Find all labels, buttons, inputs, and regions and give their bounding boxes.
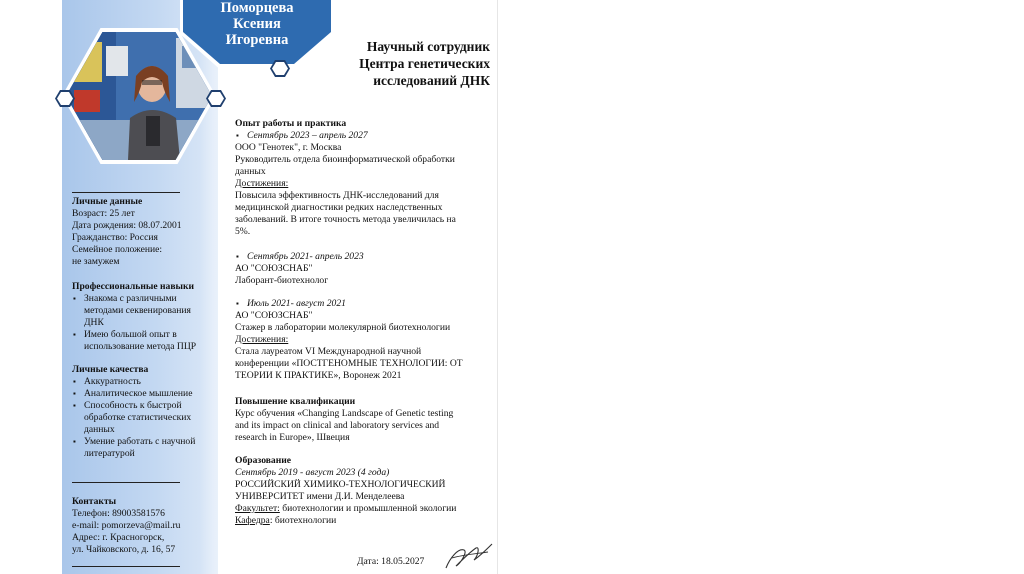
achievement-text: Повысила эффективность ДНК-исследований для xyxy=(235,190,439,201)
achievement-text: медицинской диагностики редких наследственных xyxy=(235,202,443,213)
department-value: : биотехнологии xyxy=(269,515,337,526)
achievement-text: конференции «ПОСТГЕНОМНЫЕ ТЕХНОЛОГИИ: ОТ xyxy=(235,358,463,369)
age: Возраст: 25 лет xyxy=(72,208,135,219)
job-role: данных xyxy=(235,166,266,177)
address-street: ул. Чайковского, д. 16, 57 xyxy=(72,544,176,555)
signature-mark xyxy=(440,538,496,572)
department-label: Кафедра xyxy=(235,515,270,526)
section-heading: Опыт работы и практика xyxy=(235,118,347,129)
citizenship: Гражданство: Россия xyxy=(72,232,158,243)
skills-section xyxy=(72,281,212,353)
birth-date: Дата рождения: 08.07.2001 xyxy=(72,220,182,231)
university-name: РОССИЙСКИЙ ХИМИКО-ТЕХНОЛОГИЧЕСКИЙ xyxy=(235,479,446,490)
divider xyxy=(72,192,180,193)
divider xyxy=(72,566,180,567)
education-section xyxy=(235,455,487,527)
section-heading: Личные данные xyxy=(72,196,143,207)
divider xyxy=(72,482,180,483)
job-company: ООО "Генотек", г. Москва xyxy=(235,142,342,153)
job-period: ▪ Июль 2021- август 2021 xyxy=(235,298,487,310)
achievement-text: заболеваний. В итоге точность метода увеличилась на xyxy=(235,214,456,225)
achievements-label: Достижения: xyxy=(235,334,289,345)
job-period: ▪ Сентябрь 2023 – апрель 2027 xyxy=(235,130,487,142)
job-title-line: исследований ДНК xyxy=(373,73,490,88)
job-title-line: Научный сотрудник xyxy=(366,39,490,54)
course-text: and its impact on clinical and laboratory services and xyxy=(235,420,440,431)
job-role: Стажер в лаборатории молекулярной биотехнологии xyxy=(235,322,451,333)
section-heading: Контакты xyxy=(72,496,117,507)
qualification-section xyxy=(235,396,487,444)
phone: Телефон: 89003581576 xyxy=(72,508,165,519)
patronymic: Игоревна xyxy=(225,32,289,48)
course-text: Курс обучения «Changing Landscape of Genetic testing xyxy=(235,408,454,419)
qualities-section xyxy=(72,364,212,460)
surname: Поморцева xyxy=(220,0,294,16)
job-title-line: Центра генетических xyxy=(359,56,490,71)
list-item: ▪ Аккуратность xyxy=(72,376,212,388)
job-period: ▪ Сентябрь 2021- апрель 2023 xyxy=(235,251,487,263)
marital-status-value: не замужем xyxy=(72,256,120,267)
email: e-mail: pomorzeva@mail.ru xyxy=(72,520,181,531)
full-name xyxy=(190,0,324,48)
experience-section xyxy=(235,118,487,238)
job-company: АО "СОЮЗСНАБ" xyxy=(235,263,313,274)
section-heading: Образование xyxy=(235,455,292,466)
list-item: ▪ Знакома с различными методами секвенирования ДНК xyxy=(72,293,212,329)
job-role: Лаборант-биотехнолог xyxy=(235,275,329,286)
section-heading: Личные качества xyxy=(72,364,149,375)
section-heading: Повышение квалификации xyxy=(235,396,356,407)
list-item: ▪ Умение работать с научной литературой xyxy=(72,436,212,460)
job-title xyxy=(318,38,490,89)
list-item: ▪ Способность к быстрой обработке статистических данных xyxy=(72,400,212,436)
job-2 xyxy=(235,251,487,287)
achievement-text: ТЕОРИИ К ПРАКТИКЕ», Воронеж 2021 xyxy=(235,370,402,381)
achievements-label: Достижения: xyxy=(235,178,289,189)
first-name: Ксения xyxy=(233,16,281,32)
job-role: Руководитель отдела биоинформатической обработки xyxy=(235,154,455,165)
department-line xyxy=(235,515,487,527)
job-company: АО "СОЮЗСНАБ" xyxy=(235,310,313,321)
signature-date: Дата: 18.05.2027 xyxy=(357,556,425,567)
list-item: ▪ Аналитическое мышление xyxy=(72,388,212,400)
university-name: УНИВЕРСИТЕТ имени Д.И. Менделеева xyxy=(235,491,405,502)
job-3 xyxy=(235,298,487,382)
contacts-section xyxy=(72,496,212,556)
list-item: ▪ Имею большой опыт в использование метода ПЦР xyxy=(72,329,212,353)
marital-status-label: Семейное положение: xyxy=(72,244,163,255)
page-edge-line xyxy=(497,0,498,574)
course-text: research in Europe», Швеция xyxy=(235,432,350,443)
achievement-text: 5%. xyxy=(235,226,251,237)
faculty-line xyxy=(235,503,487,515)
faculty-value: биотехнологии и промышленной экологии xyxy=(279,503,457,514)
section-heading: Профессиональные навыки xyxy=(72,281,195,292)
personal-data-section xyxy=(72,196,212,268)
faculty-label: Факультет: xyxy=(235,503,280,514)
education-period: Сентябрь 2019 - август 2023 (4 года) xyxy=(235,467,390,478)
achievement-text: Стала лауреатом VI Международной научной xyxy=(235,346,422,357)
address-city: Адрес: г. Красногорск, xyxy=(72,532,165,543)
